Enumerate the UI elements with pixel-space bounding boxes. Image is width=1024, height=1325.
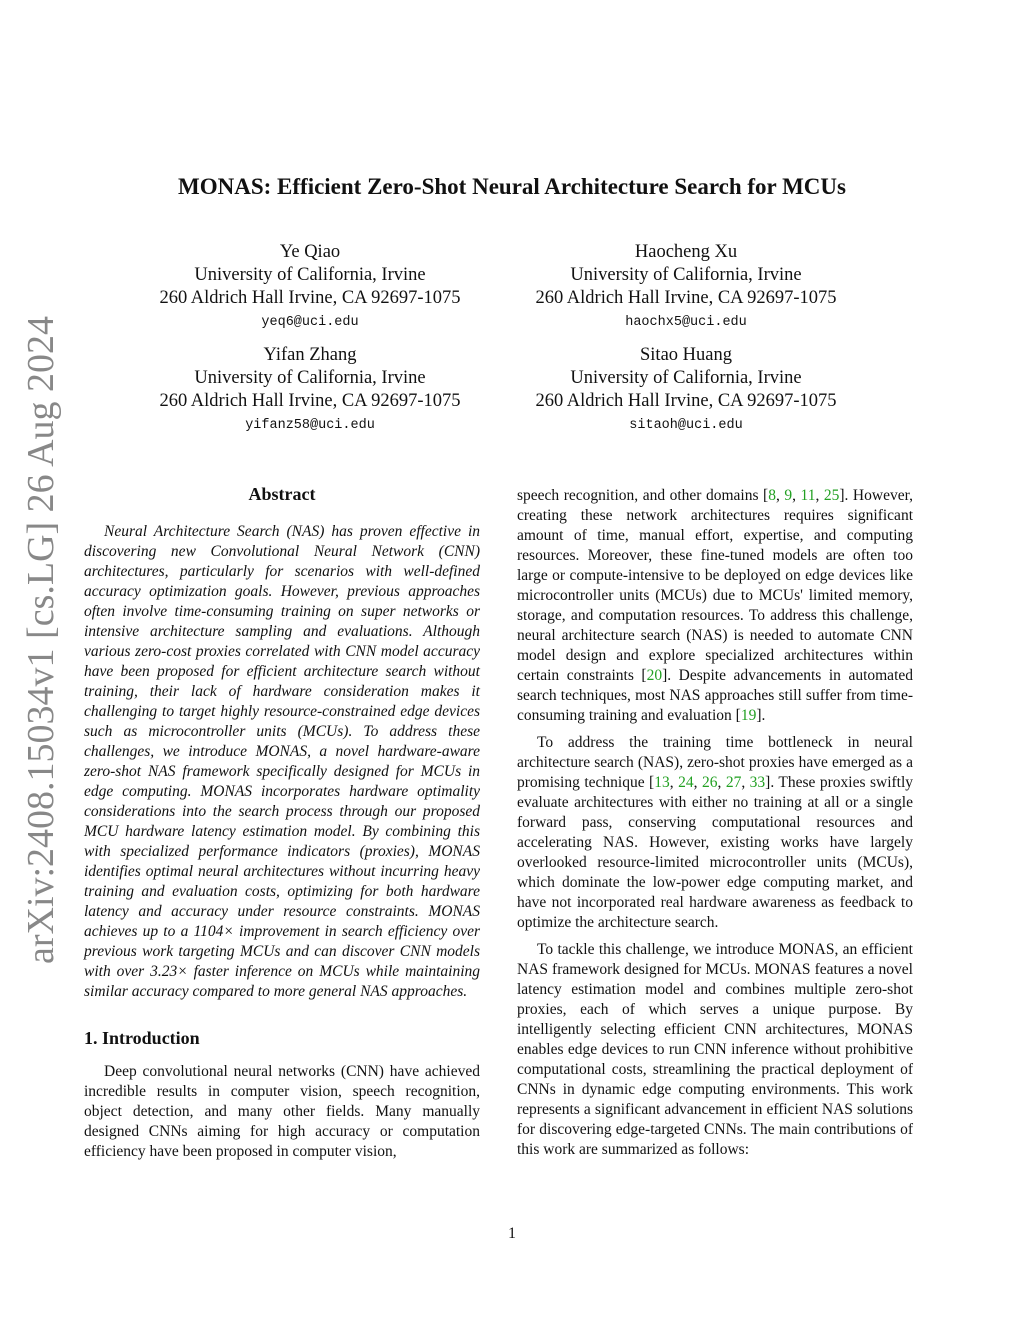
author-name: Yifan Zhang	[263, 345, 357, 365]
citation-link[interactable]: 13	[654, 774, 670, 791]
citation-link[interactable]: 33	[749, 774, 766, 791]
intro-paragraph-continued: speech recognition, and other domains [8, 9, 11, 25]. However, creating these network architectures requires significant amount of time, manual effort, expertise, and computing resources. Moreover, these fine-tuned models are often too large or compute-intensive to be deployed on edge devices like microcontroller units (MCUs) due to MCUs' limited memory, storage, and computation resources. To address this challenge, neural architecture search (NAS) is needed to automate CNN model design and explore specialized architectures within certain constraints [20]. Despite advancements in automated search techniques, most NAS approaches still suffer from time-consuming training and evaluation [19].	[517, 487, 914, 724]
author-block	[466, 241, 906, 332]
zero-shot-paragraph: To address the training time bottleneck in neural architecture search (NAS), zero-shot proxies have emerged as a promising technique [13, 24, 26, 27, 33]. These proxies swiftly evaluate architectures with either no training at all or a single forward pass, conserving computational resources and accelerating NAS. However, existing works have largely overlooked resource-limited microcontroller units (MCUs), which dominate the low-power edge computing market, and have not incorporated real hardware awareness as feedback to optimize the architecture search.	[517, 734, 914, 931]
author-email[interactable]: yeq6@uci.edu	[261, 315, 359, 330]
introduction-heading: 1. Introduction	[84, 1028, 200, 1048]
citation-link[interactable]: 25	[823, 487, 840, 504]
citation-link[interactable]: 9	[784, 487, 793, 504]
right-column	[517, 486, 913, 1167]
citation-link[interactable]: 24	[678, 774, 694, 791]
author-affiliation: University of California, Irvine	[194, 265, 426, 285]
author-name: Haocheng Xu	[634, 242, 738, 262]
author-block	[466, 344, 906, 435]
abstract-text: Neural Architecture Search (NAS) has proven effective in discovering new Convolutional Neural Network (CNN) architectures, particularly for scenarios with well-defined accuracy optimization goals. However, previous approaches often involve time-consuming training on super networks or intensive architecture sampling and evaluations. Although various zero-cost proxies correlated with CNN model accuracy have been proposed for efficient architecture search without training, their lack of hardware consideration makes it challenging to target highly resource-constrained edge devices such as microcontroller units (MCUs). To address these challenges, we introduce MONAS, a novel hardware-aware zero-shot NAS framework specifically designed for MCUs in edge computing. MONAS incorporates hardware optimality considerations into the search process through our proposed MCU hardware latency estimation model. By combining this with specialized performance indicators (proxies), MONAS identifies optimal neural architectures without incurring heavy training and evaluation costs, optimizing for both hardware latency and accuracy under resource constraints. MONAS achieves up to a 1104× improvement in search efficiency over previous work targeting MCUs and can discover CNN models with over 3.23× faster inference on MCUs while maintaining similar accuracy compared to more general NAS approaches.	[84, 523, 480, 1000]
author-address: 260 Aldrich Hall Irvine, CA 92697-1075	[535, 391, 837, 411]
author-affiliation: University of California, Irvine	[570, 265, 802, 285]
left-column	[84, 484, 480, 1169]
citation-link[interactable]: 20	[646, 667, 663, 684]
page-number: 1	[508, 1225, 516, 1242]
author-address: 260 Aldrich Hall Irvine, CA 92697-1075	[535, 288, 837, 308]
monas-paragraph: To tackle this challenge, we introduce MONAS, an efficient NAS framework designed for MCUs. MONAS features a novel latency estimation model and combines multiple zero-shot proxies, each of which serves a unique purpose. By intelligently selecting efficient CNN architectures, MONAS enables edge devices to run CNN inference without prohibitive computational costs, streamlining the practical deployment of CNNs in dynamic edge computing environments. This work represents a significant advancement in efficient NAS solutions for discovering edge-targeted CNNs. The main contributions of this work are summarized as follows:	[517, 941, 913, 1158]
author-name: Sitao Huang	[640, 345, 732, 365]
arxiv-identifier-stamp: arXiv:2408.15034v1 [cs.LG] 26 Aug 2024	[20, 315, 62, 965]
author-address: 260 Aldrich Hall Irvine, CA 92697-1075	[159, 288, 461, 308]
author-address: 260 Aldrich Hall Irvine, CA 92697-1075	[159, 391, 461, 411]
paper-title: MONAS: Efficient Zero-Shot Neural Architecture Search for MCUs	[178, 174, 846, 199]
author-email[interactable]: sitaoh@uci.edu	[629, 418, 743, 433]
author-email[interactable]: yifanz58@uci.edu	[245, 418, 375, 433]
author-affiliation: University of California, Irvine	[194, 368, 426, 388]
citation-link[interactable]: 27	[725, 774, 742, 791]
abstract-heading: Abstract	[248, 484, 316, 504]
citation-link[interactable]: 19	[740, 707, 757, 724]
citation-link[interactable]: 8	[768, 487, 776, 504]
intro-paragraph: Deep convolutional neural networks (CNN) have achieved incredible results in computer vision, speech recognition, object detection, and many other fields. Many manually designed CNNs aiming for high accuracy or computation efficiency have been proposed in computer vision,	[84, 1063, 480, 1160]
citation-link[interactable]: 26	[701, 774, 718, 791]
author-block	[90, 344, 530, 435]
author-name: Ye Qiao	[279, 242, 341, 262]
citation-link[interactable]: 11	[800, 487, 816, 504]
author-block	[90, 241, 530, 332]
author-email[interactable]: haochx5@uci.edu	[625, 315, 747, 330]
author-affiliation: University of California, Irvine	[570, 368, 802, 388]
